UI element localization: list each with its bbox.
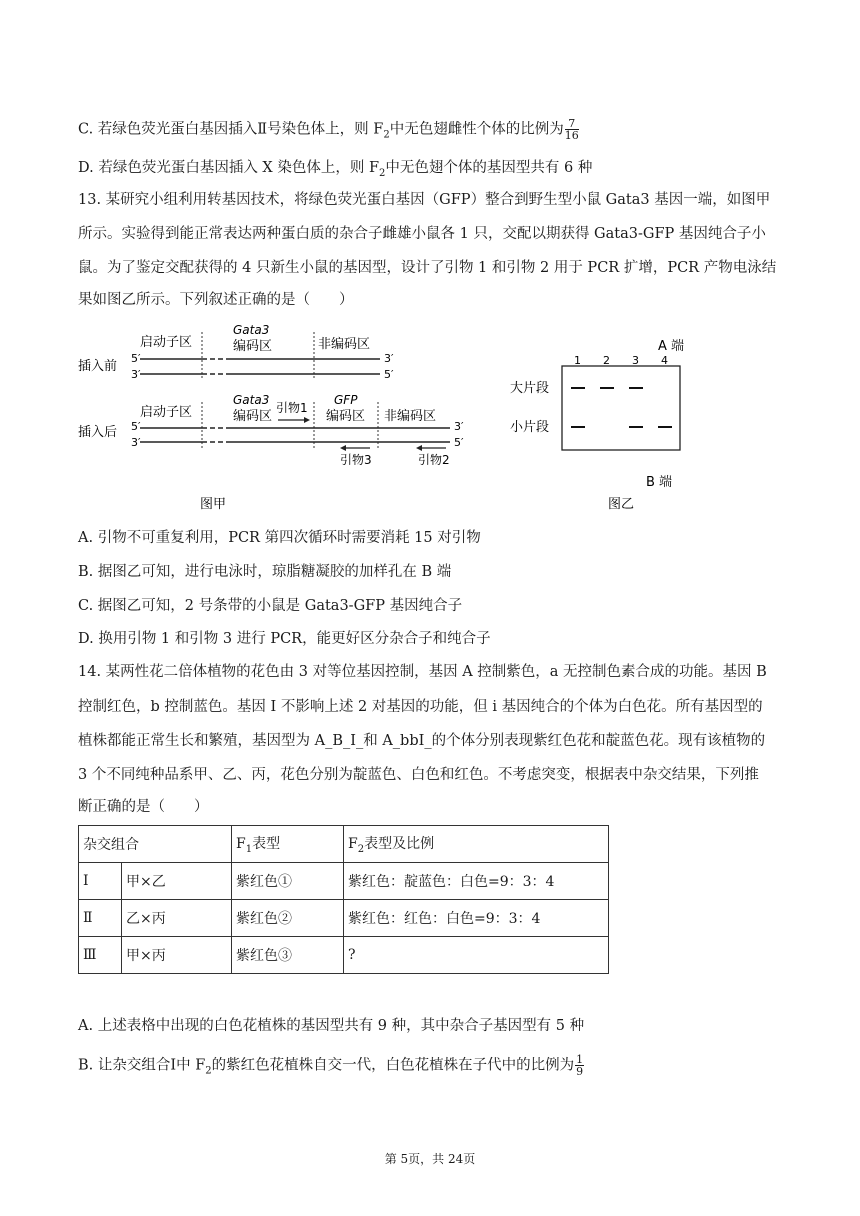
table-row	[79, 863, 609, 900]
q13-option-c: C. 据图乙可知，2 号条带的小鼠是 Gata3-GFP 基因纯合子	[78, 598, 463, 614]
noncoding-label: 非编码区	[384, 409, 437, 424]
fraction: $\frac{7}{16}$	[564, 117, 579, 142]
q14-option-a: A. 上述表格中出现的白色花植株的基因型共有 9 种，其中杂合子基因型有 5 种	[78, 1018, 585, 1034]
gata3-label: Gata3	[233, 393, 270, 407]
end-5-label: 5′	[384, 368, 394, 381]
q13-stem-line: 13. 某研究小组利用转基因技术，将绿色荧光蛋白基因（GFP）整合到野生型小鼠 Gata3 基因一端，如图甲	[78, 192, 771, 208]
end-3-label: 3′	[384, 352, 394, 365]
page-footer: 第 5页，共 24页	[384, 1152, 476, 1166]
coding-label: 编码区	[233, 409, 273, 424]
table-cell: 紫红色：靛蓝色：白色=9：3：4	[344, 863, 609, 900]
q13-option-d: D. 换用引物 1 和引物 3 进行 PCR，能更好区分杂合子和纯合子	[78, 631, 491, 647]
cross-results-table	[78, 825, 609, 974]
table-cell: 紫红色：红色：白色=9：3：4	[344, 900, 609, 937]
primer3-label: 引物3	[340, 453, 372, 467]
gel-box	[562, 366, 680, 450]
coding-label: 编码区	[233, 339, 273, 354]
end-3-label: 3′	[454, 420, 464, 433]
before-label: 插入前	[78, 359, 118, 374]
small-fragment-label: 小片段	[510, 420, 550, 435]
q14-stem-line: 植株都能正常生长和繁殖，基因型为 A_B_I_和 A_bbI_的个体分别表现紫红色花和靛蓝色花。现有该植物的	[78, 733, 766, 749]
q14-stem-line: 14. 某两性花二倍体植物的花色由 3 对等位基因控制，基因 A 控制紫色，a 无控制色素合成的功能。基因 B	[78, 664, 767, 680]
lane-number: 4	[661, 354, 668, 367]
primer1-label: 引物1	[276, 401, 308, 415]
table-header-row	[79, 826, 609, 863]
fraction: $\frac{1}{9}$	[576, 1053, 584, 1078]
table-cell: Ⅱ	[79, 900, 122, 937]
primer2-label: 引物2	[418, 453, 450, 467]
q13-stem-line: 果如图乙所示。下列叙述正确的是（ ）	[78, 292, 354, 308]
big-fragment-label: 大片段	[510, 381, 550, 396]
table-header: 杂交组合	[79, 826, 232, 863]
table-cell: 甲×丙	[122, 937, 232, 974]
q12-option-d: D. 若绿色荧光蛋白基因插入 X 染色体上，则 $F_2$中无色翅个体的基因型共有 6 种	[78, 160, 593, 179]
table-cell: 紫红色①	[232, 863, 344, 900]
table-cell: 乙×丙	[122, 900, 232, 937]
table-cell: Ⅰ	[79, 863, 122, 900]
table-cell: 紫红色③	[232, 937, 344, 974]
b-end-label: B 端	[646, 475, 673, 490]
a-end-label: A 端	[658, 339, 685, 354]
primer2-arrowhead	[416, 445, 422, 451]
gata3-label: Gata3	[233, 323, 270, 337]
coding-label: 编码区	[326, 409, 366, 424]
gel-bands	[571, 388, 672, 427]
table-row	[79, 900, 609, 937]
promoter-label: 启动子区	[140, 405, 193, 420]
q14-option-b: B. 让杂交组合Ⅰ中 $F_2$的紫红色花植株自交一代，白色花植株在子代中的比例为 $\frac{1}{9}$	[78, 1053, 584, 1078]
q13-figures	[78, 322, 718, 522]
table-cell: ?	[344, 937, 609, 974]
primer3-arrowhead	[340, 445, 346, 451]
table-cell: 甲×乙	[122, 863, 232, 900]
primer1-arrowhead	[304, 417, 310, 423]
q13-option-a: A. 引物不可重复利用，PCR 第四次循环时需要消耗 15 对引物	[78, 530, 481, 546]
end-3-label: 3′	[131, 368, 141, 381]
noncoding-label: 非编码区	[318, 337, 371, 352]
gfp-label: GFP	[334, 393, 358, 407]
lane-number: 2	[603, 354, 610, 367]
q13-stem-line: 鼠。为了鉴定交配获得的 4 只新生小鼠的基因型，设计了引物 1 和引物 2 用于 PCR 扩增，PCR 产物电泳结	[78, 260, 777, 276]
q13-stem-line: 所示。实验得到能正常表达两种蛋白质的杂合子雌雄小鼠各 1 只，交配以期获得 Gata3-GFP 基因纯合子小	[78, 226, 766, 242]
promoter-label: 启动子区	[140, 335, 193, 350]
end-3-label: 3′	[131, 436, 141, 449]
after-label: 插入后	[78, 425, 118, 440]
q13-option-b: B. 据图乙可知，进行电泳时，琼脂糖凝胶的加样孔在 B 端	[78, 564, 452, 580]
figure-b-caption: 图乙	[608, 497, 635, 512]
lane-number: 3	[632, 354, 639, 367]
q14-stem-line: 断正确的是（ ）	[78, 799, 209, 815]
table-row	[79, 937, 609, 974]
q14-stem-line: 控制红色，b 控制蓝色。基因 I 不影响上述 2 对基因的功能，但 i 基因纯合的个体为白色花。所有基因型的	[78, 699, 763, 715]
figure-a-caption: 图甲	[200, 497, 227, 512]
q13-figure-svg	[78, 322, 718, 522]
end-5-label: 5′	[131, 352, 141, 365]
table-cell: Ⅲ	[79, 937, 122, 974]
table-header: $F_2$表型及比例	[344, 826, 609, 863]
table-cell: 紫红色②	[232, 900, 344, 937]
q14-stem-line: 3 个不同纯种品系甲、乙、丙，花色分别为靛蓝色、白色和红色。不考虑突变，根据表中杂交结果，下列推	[78, 767, 759, 783]
lane-number: 1	[574, 354, 581, 367]
table-header: $F_1$表型	[232, 826, 344, 863]
end-5-label: 5′	[454, 436, 464, 449]
q12-option-c: C. 若绿色荧光蛋白基因插入Ⅱ号染色体上，则 $F_2$中无色翅雌性个体的比例为 $\frac{7}{16}$	[78, 117, 579, 142]
end-5-label: 5′	[131, 420, 141, 433]
